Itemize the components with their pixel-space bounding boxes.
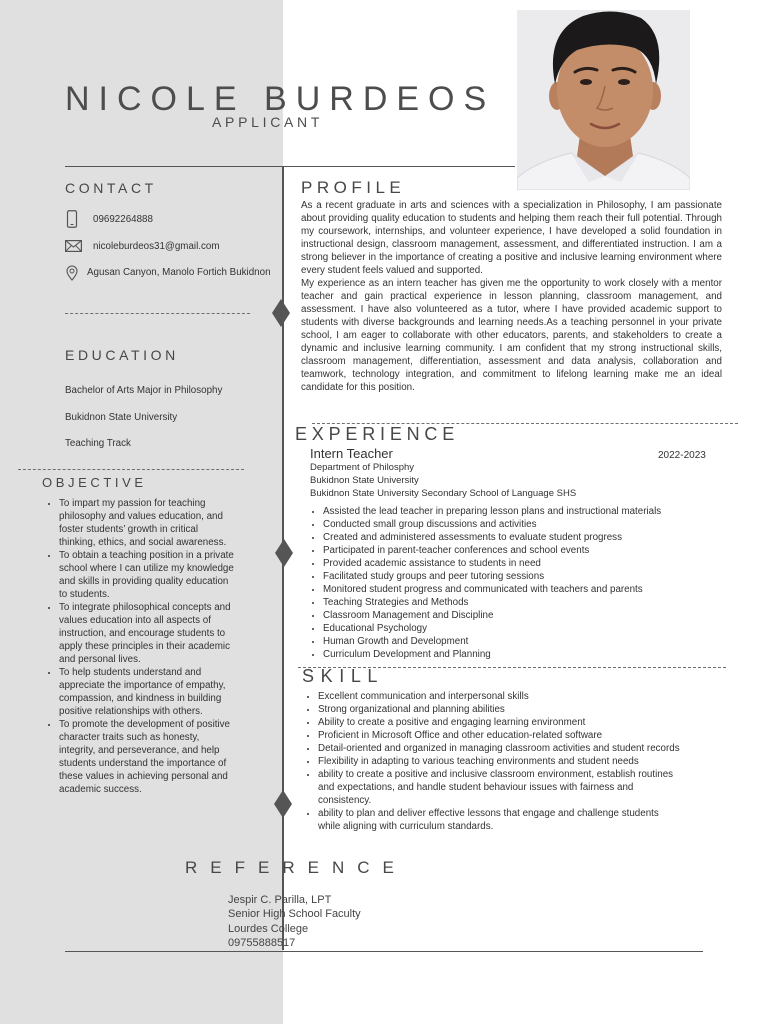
profile-paragraph: My experience as an intern teacher has given me the opportunity to work closely with a mentor teacher and gain practical experience in lesson planning, classroom management, and assessment. I have also volunteered as a tutor, where I have provided academic support to students with diverse backgrounds and learning needs.As a teaching personnel in your private school, I am eager to collaborate with other educators, parents, and stakeholders to create a dynamic and inclusive learning community. I am confident that my strong instructional skills, classroom management, differentiation, assessment and data analysis, collaboration and teamwork, technology integration, and commitment to lifelong learning make me an ideal candidate for this position. (301, 277, 722, 393)
contact-heading: CONTACT (65, 180, 157, 196)
experience-item: • Created and administered assessments to evaluate student progress (323, 531, 723, 544)
experience-item: • Teaching Strategies and Methods (323, 596, 723, 609)
experience-item: • Classroom Management and Discipline (323, 609, 723, 622)
experience-item: • Educational Psychology (323, 622, 723, 635)
experience-list (323, 505, 723, 661)
profile-summary (301, 199, 722, 394)
job-dates: 2022-2023 (658, 450, 706, 461)
applicant-role: APPLICANT (212, 114, 324, 130)
skill-item: • Proficient in Microsoft Office and other education-related software (318, 729, 680, 742)
experience-item: • Provided academic assistance to students in need (323, 557, 723, 570)
skill-item: • ability to plan and deliver effective lessons that engage and challenge students while aligning with curriculum standards. (318, 807, 680, 833)
skill-item: • Strong organizational and planning abilities (318, 703, 680, 716)
reference-institution: Lourdes College (228, 922, 309, 935)
experience-item: • Curriculum Development and Planning (323, 648, 723, 661)
job-details (310, 461, 576, 500)
reference-name: Jespir C. Parilla, LPT (228, 893, 332, 906)
education-heading: EDUCATION (65, 347, 179, 363)
skill-item: • ability to create a positive and inclusive classroom environment, establish routines and expectations, and handle student behaviour issues with fairness and consistency. (318, 768, 680, 807)
contact-divider (65, 313, 250, 314)
objective-heading: OBJECTIVE (42, 474, 147, 490)
reference-phone[interactable]: 09755888517 (228, 937, 296, 949)
education-track: Teaching Track (65, 437, 131, 449)
diamond-icon (272, 299, 290, 327)
objective-item: • To promote the development of positive character traits such as honesty, integrity, and perseverance, and help students understand the importance of these values in achieving personal and academic success. (59, 718, 235, 796)
experience-item: • Human Growth and Development (323, 635, 723, 648)
education-divider (18, 469, 244, 470)
experience-item: • Conducted small group discussions and activities (323, 518, 723, 531)
location-pin-icon (66, 265, 78, 281)
reference-heading: REFERENCE (185, 857, 407, 877)
objective-item: • To help students understand and appreciate the importance of empathy, compassion, and kindness in building positive relationships with others. (59, 666, 235, 718)
experience-item: • Facilitated study groups and peer tutoring sessions (323, 570, 723, 583)
header-divider (65, 166, 515, 167)
job-title: Intern Teacher (310, 445, 393, 461)
diamond-icon (275, 539, 293, 567)
profile-paragraph: As a recent graduate in arts and sciences with a specialization in Philosophy, I am passionate about providing quality education to students and helping them reach their full potential. Through my coursework, internships, and volunteer experience, I have developed a solid foundation in instructional design, classroom management, assessment, and differentiated instruction. I am a strong believer in the importance of creating a positive and inclusive learning environment where every student feels valued and supported. (301, 199, 722, 276)
contact-email[interactable]: nicoleburdeos31@gmail.com (93, 240, 220, 252)
diamond-icon (274, 790, 292, 818)
job-school: Bukidnon State University Secondary School of Language SHS (310, 487, 577, 499)
skill-list (318, 690, 680, 833)
objective-list (59, 497, 235, 796)
mail-icon (65, 240, 82, 252)
applicant-name: NICOLE BURDEOS (65, 80, 496, 118)
experience-item: • Participated in parent-teacher conferences and school events (323, 544, 723, 557)
contact-phone[interactable]: 09692264888 (93, 213, 153, 225)
skill-item: • Detail-oriented and organized in managing classroom activities and student records (318, 742, 680, 755)
objective-item: • To impart my passion for teaching philosophy and values education, and foster students’ growth in critical thinking, ethics, and social awareness. (59, 497, 235, 549)
objective-item: • To obtain a teaching position in a private school where I can utilize my knowledge and skills in providing quality education to students. (59, 549, 235, 601)
phone-icon (66, 210, 78, 228)
skill-heading: SKILL (302, 666, 385, 686)
footer-divider (65, 951, 703, 952)
experience-heading: EXPERIENCE (295, 424, 460, 444)
profile-photo (517, 10, 690, 190)
education-school: Bukidnon State University (65, 411, 178, 423)
skill-item: • Excellent communication and interpersonal skills (318, 690, 680, 703)
contact-address: Agusan Canyon, Manolo Fortich Bukidnon (87, 266, 271, 278)
education-degree: Bachelor of Arts Major in Philosophy (65, 384, 223, 396)
skill-item: • Ability to create a positive and engaging learning environment (318, 716, 680, 729)
experience-item: • Assisted the lead teacher in preparing lesson plans and instructional materials (323, 505, 723, 518)
job-university: Bukidnon State University (310, 474, 419, 486)
experience-item: • Monitored student progress and communicated with teachers and parents (323, 583, 723, 596)
skill-item: • Flexibility in adapting to various teaching environments and student needs (318, 755, 680, 768)
objective-item: • To integrate philosophical concepts and values education into all aspects of instruction, and encourage students to apply these principles in their academic and personal lives. (59, 601, 235, 666)
job-department: Department of Philosphy (310, 461, 415, 473)
reference-details (228, 893, 361, 951)
profile-heading: PROFILE (301, 177, 406, 197)
reference-position: Senior High School Faculty (228, 908, 361, 920)
